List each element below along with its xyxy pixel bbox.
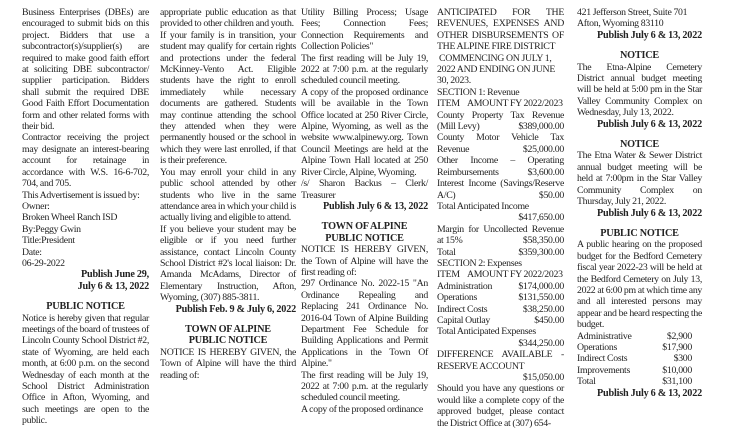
paragraph: A copy of the proposed ordinance: [301, 403, 423, 415]
budget-line-item: [437, 110, 564, 133]
line-item-label: Capital Outlay: [437, 314, 491, 326]
line-item-amount: $58,350.00: [522, 235, 564, 247]
notice-heading: NOTICE: [620, 50, 659, 62]
paragraph: The first reading will be July 19, 2022 at 7:00 p.m. at the regularly scheduled council meeting.: [301, 52, 428, 87]
text-line: SECTION 1: Revenue: [437, 86, 520, 98]
line-item-amount: $10,000: [662, 364, 692, 376]
budget-line-item: [437, 281, 564, 292]
column-1: [22, 7, 149, 427]
paragraph: Should you have any questions or would like a complete copy of the approved budget, please contact the District Office at (307) 654-: [437, 383, 564, 429]
budget-line-item: [577, 353, 702, 364]
text-line: Date:: [22, 246, 42, 258]
paragraph: The Etna Water & Sewer District annual budget meeting will be held at 7:00pm in the Star Valley Community Complex on Thursday, July 21, 2022.: [577, 150, 702, 208]
publish-dates: Publish July 6 & 13, 2022: [597, 118, 702, 130]
publish-dates: Publish July 6 & 13, 2022: [323, 200, 428, 212]
text-line: Afton, Wyoming 83110: [577, 18, 664, 30]
text-line: COMMENCING ON JULY 1, 2022 AND ENDING ON JUNE 30, 2023.: [437, 52, 557, 87]
budget-line-item: [437, 132, 564, 155]
text-line: 421 Jefferson Street, Suite 701: [577, 7, 688, 18]
line-item-label: Indirect Costs: [437, 303, 488, 315]
budget-line-item: [577, 342, 702, 353]
line-item-label: Operations: [577, 341, 617, 353]
line-item-label: Total: [437, 246, 456, 258]
line-item-label: Total Anticipated Expenses: [437, 326, 536, 338]
line-item-amount: $389,000.00: [518, 121, 564, 133]
paragraph: NOTICE IS HEREBY GIVEN, the Town of Alpine will have the first reading of:: [301, 244, 428, 278]
line-item-amount: $359,300.00: [518, 246, 564, 258]
line-item-label: Administration: [437, 280, 493, 292]
paragraph: If your family is in transition, your student may qualify for certain rights and protections under the federal McKinney-Vento Act. Eligible students have the right to enroll immediately while necessary documents are gathered. Students may continue attending the school they attended when they were permanently housed or the school in which they were last enrolled, if that is their preference.: [160, 29, 296, 167]
line-item-label: Improvements: [577, 364, 630, 376]
text-line: Owner:: [22, 200, 50, 212]
paragraph: A public hearing on the proposed budget for the Bedford Cemetery fiscal year 2022-23 will be held at the Bedford Cemetery on July 13, 2022 at 6:00 pm at which time any and all interested persons may appear and be heard respecting the budget.: [577, 239, 703, 331]
publish-dates: Publish July 6 & 13, 2022: [597, 207, 702, 219]
line-item-amount: $38,250.00: [522, 303, 564, 315]
line-item-label: County Property Tax Revenue (Mill Levy): [437, 109, 564, 133]
paragraph: 297 Ordinance No. 2022-15 "An Ordinance Repealing and Replacing 241 Ordinance No. 2016-04 Town of Alpine Building Department Fee Schedule for Building Applications and Permit Applications in the Town Of Alpine.": [301, 278, 428, 370]
notice-heading: TOWN OF ALPINE: [185, 323, 271, 335]
budget-line-item: [437, 292, 564, 303]
paragraph: You may enroll your child in any public school attended by other students who live in the same attendance area in which your child is actually living and eligible to attend.: [160, 166, 296, 224]
column-4: [437, 7, 564, 429]
line-item-amount: $131,550.00: [518, 292, 564, 304]
line-item-label: Operations: [437, 292, 477, 304]
line-item-amount: $417,650.00: [518, 212, 564, 224]
paragraph: Contractor receiving the project may designate an interest-bearing account for retainage in accordance with W.S. 16-6-702, 704, and 705.: [22, 132, 149, 190]
line-item-amount: $344,250.00: [518, 337, 564, 349]
line-item-amount: $174,000.00: [518, 280, 564, 292]
budget-line-item: [437, 201, 564, 224]
budget-line-item: [437, 349, 564, 383]
paragraph: ANTICIPATED FOR THE REVENUES, EXPENSES AND OTHER DISBURSEMENTS OF THE ALPINE FIRE DISTRICT: [437, 7, 564, 53]
text-line: SECTION 2: Expenses: [437, 257, 522, 269]
text-line: 06-29-2022: [22, 257, 65, 269]
line-item-amount: $25,000.00: [522, 143, 564, 155]
budget-line-item: [437, 247, 564, 258]
paragraph: Notice is hereby given that regular meetings of the board of trustees of Lincoln County School District #2, state of Wyoming, are held each month, at 6:00 p.m. on the second Wednesday of each month at the School District Administration Office in Afton, Wyoming, and such meetings are open to the public.: [22, 312, 149, 427]
line-item-label: DIFFERENCE AVAILABLE - RESERVE ACCOUNT: [437, 349, 564, 372]
text-line: Title:President: [22, 235, 75, 247]
paragraph: If you believe your student may be eligible or if you need further assistance, contact Lincoln County School District #2's local liaison: Dr. Amanda McAdams, Director of Elementary Instruction, Afton, Wyoming, (307) 885-3811.: [160, 223, 296, 304]
paragraph: The first reading will be July 19, 2022 at 7:00 p.m. at the regularly scheduled council meeting.: [301, 369, 428, 404]
paragraph: The Etna-Alpine Cemetery District annual budget meeting will be held at 5:00 pm in the Star Valley Community Complex on Wednesday, July 13, 2022.: [577, 61, 702, 119]
budget-line-item: [437, 155, 564, 178]
line-item-amount: $450.00: [534, 314, 564, 326]
paragraph: NOTICE IS HEREBY GIVEN, the Town of Alpine will have the third reading of:: [160, 346, 296, 381]
text-line: This Advertisement is issued by:: [22, 189, 140, 201]
budget-line-item: [437, 315, 564, 326]
line-item-label: County Motor Vehicle Tax Revenue: [437, 132, 564, 155]
budget-line-item: [437, 326, 564, 349]
column-5: [577, 7, 702, 399]
line-item-label: Other Income – Operating Reimbursements: [437, 155, 564, 178]
column-2: [160, 7, 296, 381]
budget-line-item: [577, 376, 702, 387]
line-item-label: Indirect Costs: [577, 353, 628, 365]
paragraph: /s/ Sharon Backus – Clerk/ Treasurer: [301, 178, 428, 201]
line-item-label: Administrative: [577, 330, 632, 342]
paragraph: Business Enterprises (DBEs) are encouraged to submit bids on this project. Bidders that use a subcontractor(s)/supplier(s) are required to make good faith effort at soliciting DBE subcontractor/ supplier participation. Bidders shall submit the required DBE Good Faith Effort Documentation form and other related forms with their bid.: [22, 7, 149, 133]
text-line: ITEM AMOUNT FY 2022/2023: [437, 98, 563, 110]
line-item-label: Interest Income (Savings/Reserve A/C): [437, 178, 564, 201]
notice-heading: NOTICE: [620, 139, 659, 151]
line-item-amount: $300: [673, 353, 692, 365]
budget-line-item: [577, 331, 702, 342]
publish-dates: Publish July 6 & 13, 2022: [597, 29, 702, 41]
line-item-label: Margin for Uncollected Revenue at 15%: [437, 223, 564, 247]
publish-dates: Publish June 29, July 6 & 13, 2022: [77, 269, 149, 292]
publish-dates: Publish July 6 & 13, 2022: [597, 387, 702, 399]
text-line: ITEM AMOUNT FY 2022/2023: [437, 269, 563, 281]
notice-heading: TOWN OF ALPINE: [321, 221, 408, 233]
budget-line-item: [577, 365, 702, 376]
text-line: By:Peggy Gwin: [22, 223, 81, 235]
line-item-amount: $2,900: [666, 330, 692, 342]
line-item-amount: $31,100: [662, 376, 692, 388]
budget-line-item: [437, 304, 564, 315]
line-item-amount: $15,050.00: [522, 372, 564, 383]
line-item-label: Total Anticipated Income: [437, 200, 529, 212]
notice-subheading: PUBLIC NOTICE: [188, 335, 268, 347]
line-item-label: Total: [577, 376, 596, 388]
paragraph: appropriate public education as that provided to other children and youth.: [160, 7, 296, 30]
notice-subheading: PUBLIC NOTICE: [325, 232, 404, 244]
line-item-amount: $50.00: [538, 189, 564, 201]
notice-heading: PUBLIC NOTICE: [600, 227, 679, 239]
paragraph: Utility Billing Process; Usage Fees; Connection Fees; Connection Requirements and Collection Policies": [301, 7, 428, 53]
budget-line-item: [437, 178, 564, 201]
paragraph: A copy of the proposed ordinance will be available in the Town Office located at 250 River Circle, Alpine, Wyoming, as well as the website www.alpinewy.org. Town Council Meetings are held at the Alpine Town Hall located at 250 River Circle, Alpine, Wyoming.: [301, 86, 428, 178]
line-item-amount: $3,600.00: [527, 166, 564, 178]
line-item-amount: $17,900: [662, 341, 692, 353]
notice-heading: PUBLIC NOTICE: [46, 301, 125, 313]
text-line: Broken Wheel Ranch ISD: [22, 212, 118, 224]
publish-dates: Publish Feb. 9 & July 6, 2022: [175, 303, 296, 315]
budget-line-item: [437, 224, 564, 247]
column-3: [301, 7, 428, 415]
